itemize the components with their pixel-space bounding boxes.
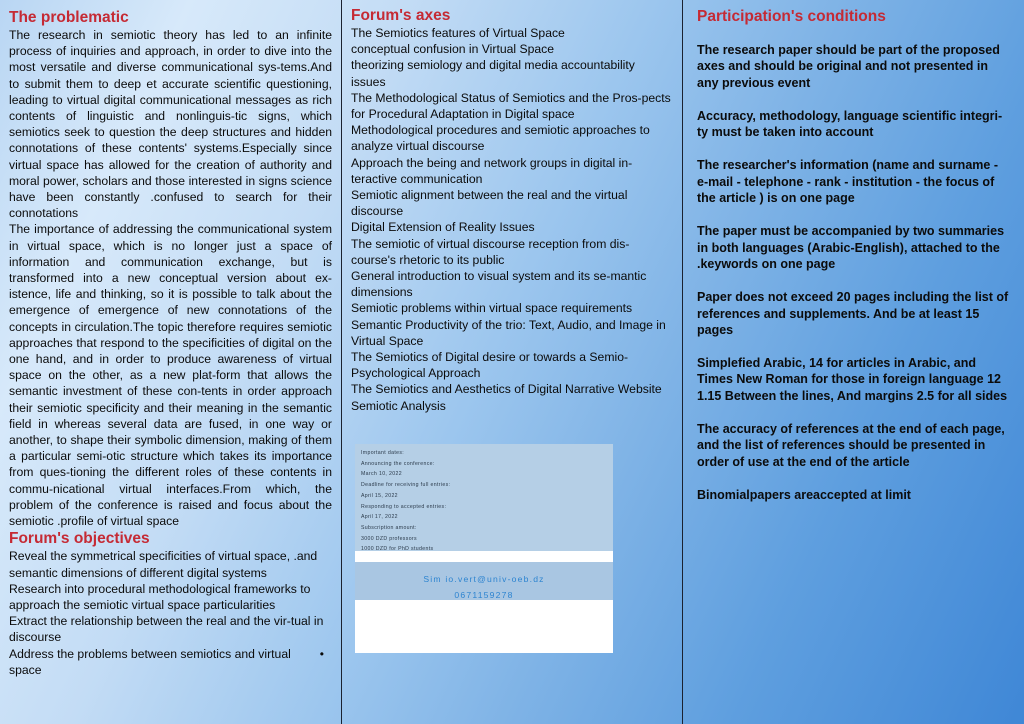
dates-line: Subscription amount:	[361, 524, 417, 531]
axis-item: The Semiotics of Digital desire or towards a Semio-Psychological Approach	[351, 350, 629, 381]
objectives-title: Forum's objectives	[9, 530, 150, 548]
axis-item: Approach the being and network groups in digital in-teractive communication	[351, 155, 633, 186]
bullet-icon: •	[319, 646, 324, 661]
axis-item: Semiotic problems within virtual space requirements	[351, 301, 633, 316]
conditions-title: Participation's conditions	[697, 8, 886, 25]
axis-item: theorizing semiology and digital media accountability issues	[351, 58, 635, 89]
conditions-column	[684, 0, 1024, 724]
dates-footer	[355, 600, 613, 653]
contact-info	[355, 562, 613, 600]
dates-line: Responding to accepted entries:	[361, 503, 447, 510]
objective-item-4-row	[9, 646, 332, 678]
column-divider-2	[682, 0, 683, 724]
important-dates-box	[355, 444, 613, 653]
axis-item: The Semiotics and Aesthetics of Digital Narrative Website Semiotic Analysis	[351, 382, 662, 413]
axis-item: The semiotic of virtual discourse reception from dis-course's rhetoric to its public	[351, 236, 630, 267]
axis-item: Methodological procedures and semiotic approaches to analyze virtual discourse	[351, 123, 650, 154]
dates-line: April 15, 2022	[361, 492, 398, 499]
axis-item: Semiotic alignment between the real and the virtual discourse	[351, 188, 628, 219]
axes-column	[342, 0, 681, 724]
dates-line: 1000 DZD for PhD students	[361, 546, 434, 553]
dates-line: Important dates:	[361, 450, 405, 456]
dates-line: 3000 DZD professors	[361, 535, 417, 542]
condition-item: Binomialpapers areaccepted at limit	[697, 487, 911, 502]
dates-line: Announcing the conference:	[361, 460, 435, 467]
problematic-paragraph-2: The importance of addressing the communicational system in virtual space, which is no longer just a space of information and communication exchange, but is transformed into a new conceptual version about ex-istence, life and thinking, so it is possible to talk about the emergence of emergence of new connotations of the concepts in circulation.The topic therefore requires semiotic approaches that respond to the specificities of digital on the one hand, and in order to produce awareness of virtual space on the other, as a new plat-form that allows the semantic investment of these con-tents in order approach their semiotic specificity and their meaning in the semantic field in whereas several data are fused, in one way or another, to shape their symbolic dimension, making of them a particular semi-otic structure which takes its importance from ques-tioning the different roles of these contents in commu-nicational virtual interfaces.From which, the problem of the conference is raised and focus about the semiotic .profile of virtual space	[9, 222, 332, 529]
condition-item: Simplefied Arabic, 14 for articles in Arabic, and Times New Roman for those in foreign language 12 1.15 Between the lines, And margins 2.5 for all sides	[697, 356, 1008, 403]
problematic-column	[0, 0, 341, 724]
axis-item: conceptual confusion in Virtual Space	[351, 42, 555, 57]
axis-item: Semantic Productivity of the trio: Text, Audio, and Image in Virtual Space	[351, 317, 666, 348]
objective-item-4: Address the problems between semiotics and virtual space	[9, 646, 291, 677]
axis-item: The Semiotics features of Virtual Space	[351, 26, 565, 40]
axis-item: The Methodological Status of Semiotics and the Pros-pects for Procedural Adaptation in Digital space	[351, 90, 671, 122]
dates-line: March 10, 2022	[361, 471, 402, 478]
condition-item: Accuracy, methodology, language scientific integri-ty must be taken into account	[697, 108, 1003, 140]
condition-item: The paper must be accompanied by two summaries in both languages (Arabic-English), attached to the .keywords on one page	[697, 224, 1005, 271]
dates-info	[355, 444, 613, 551]
axes-title: Forum's axes	[351, 7, 451, 24]
axis-item: Digital Extension of Reality Issues	[351, 220, 535, 235]
objective-item-1: Reveal the symmetrical specificities of virtual space, .and semantic dimensions of different digital systems	[9, 549, 318, 580]
contact-phone: 0671159278	[454, 590, 514, 600]
condition-item: Paper does not exceed 20 pages including the list of references and supplements. And be at least 15 pages	[697, 290, 1009, 337]
axis-item: General introduction to visual system and its se-mantic dimensions	[351, 269, 647, 300]
problematic-title: The problematic	[9, 9, 129, 26]
condition-item: The accuracy of references at the end of each page, and the list of references should be presented in order of use at the end of the article	[697, 422, 1005, 469]
objective-item-3: Extract the relationship between the real and the vir-tual in discourse	[9, 614, 324, 645]
objective-item-2: Research into procedural methodological frameworks to approach the semiotic virtual space particularities	[9, 581, 311, 612]
condition-item: The research paper should be part of the proposed axes and should be original and not presented in any previous event	[697, 43, 1000, 90]
dates-line: Deadline for receiving full entries:	[361, 482, 451, 489]
problematic-paragraph-1: The research in semiotic theory has led to an infinite process of inquiries and approach, in order to dive into the most versatile and diverse communicational sys-tems.And to submit them to deep et accurate scientific questioning, leading to virtual digital communicational messages as rich contents of linguistic and nonlinguis-tic signs, which semiotics seek to question the deep structures and hidden connotations of these contents' systems.Especially since virtual space has allowed for the creation of authority and moral power, scholars and those interested in signs science have been constantly .confused to search for their connotations	[9, 28, 332, 221]
condition-item: The researcher's information (name and surname - e-mail - telephone - rank - institution - the focus of the article ) is on one page	[697, 158, 998, 206]
dates-line: April 17, 2022	[361, 514, 398, 521]
contact-email: Sim io.vert@univ-oeb.dz	[423, 574, 545, 584]
